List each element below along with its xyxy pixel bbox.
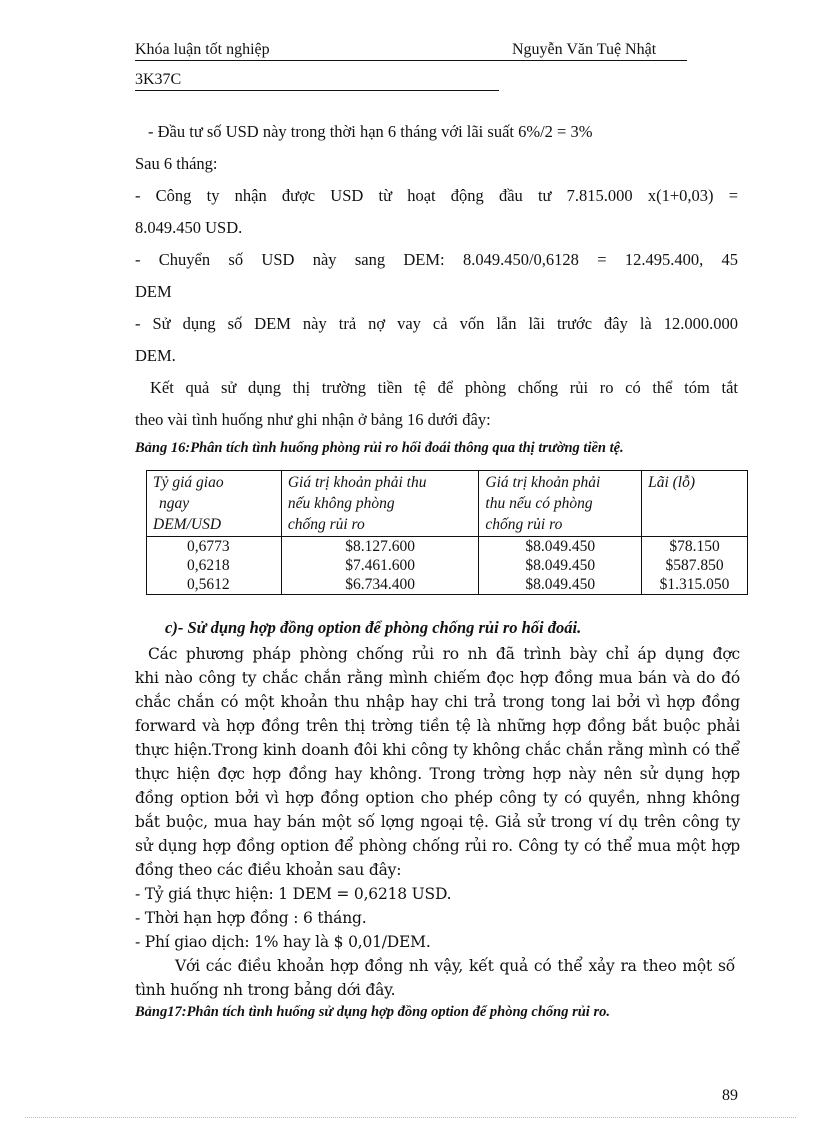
table16-header-rate: Tỷ giá giao ngay DEM/USD <box>147 471 282 537</box>
para-after-6-months: Sau 6 tháng: <box>135 154 218 173</box>
table16-header-gain-loss: Lãi (lỗ) <box>642 471 748 537</box>
section-c-line: Các phương pháp phòng chống rủi ro nh đã trình bày chỉ áp dụng đợc <box>148 645 740 663</box>
section-c-line: khi nào công ty chắc chắn rằng mình chiếm đọc hợp đồng mua bán và do đó <box>135 669 740 687</box>
table16-header-unhedged: Giá trị khoản phải thu nếu không phòng chống rủi ro <box>281 471 479 537</box>
section-c-line: chắc chắn có một khoản thu nhập hay chi trả trong tong lai bởi vì hợp đồng <box>135 693 740 711</box>
option-term-fee: - Phí giao dịch: 1% hay là $ 0,01/DEM. <box>135 933 431 951</box>
table-row <box>147 556 748 575</box>
header-author: Nguyễn Văn Tuệ Nhật <box>512 41 657 58</box>
table-cell: $587.850 <box>642 556 748 575</box>
page-number: 89 <box>722 1087 738 1104</box>
option-term-strike-rate: - Tỷ giá thực hiện: 1 DEM = 0,6218 USD. <box>135 885 452 903</box>
table-cell: $6.734.400 <box>281 575 479 595</box>
para-repay-line2: DEM. <box>135 346 176 365</box>
section-c-line: tình huống nh trong bảng dới đây. <box>135 981 396 999</box>
table-cell: $8.049.450 <box>479 537 642 557</box>
table-cell: $7.461.600 <box>281 556 479 575</box>
table16-header-row <box>147 471 748 537</box>
para-convert-dem-line1: - Chuyển số USD này sang DEM: 8.049.450/0,6128 = 12.495.400, 45 <box>135 250 738 269</box>
section-c-line: bắt buộc, mua hay bán một số lợng ngoại tệ. Giả sử trong ví dụ trên công ty <box>135 813 740 831</box>
para-summary-line1: Kết quả sử dụng thị trường tiền tệ để phòng chống rủi ro có thể tóm tắt <box>150 378 738 397</box>
section-c-line: đồng option bởi vì hợp đồng option cho phép công ty có quyền, nhng không <box>135 789 740 807</box>
section-c-line: thực hiện.Trong kinh doanh đôi khi công ty không chắc chắn rằng mình có thể <box>135 741 740 759</box>
header-underline <box>135 60 687 61</box>
section-c-line: sử dụng hợp đồng option để phòng chống rủi ro. Công ty có thể mua một hợp <box>135 837 740 855</box>
page-bottom-divider <box>25 1117 796 1118</box>
header-left-title: Khóa luận tốt nghiệp <box>135 41 270 58</box>
class-underline <box>135 90 499 91</box>
section-c-line: Với các điều khoản hợp đồng nh vậy, kết quả có thể xảy ra theo một số <box>175 957 735 975</box>
section-c-line: thực hiện đợc hợp đồng hay không. Trong trờng hợp này nên sử dụng hợp <box>135 765 740 783</box>
option-term-duration: - Thời hạn hợp đồng : 6 tháng. <box>135 909 367 927</box>
table16 <box>146 470 748 595</box>
header-class-code: 3K37C <box>135 71 182 88</box>
table-cell: $1.315.050 <box>642 575 748 595</box>
section-c-line: đồng theo các điều khoản sau đây: <box>135 861 402 879</box>
section-c-line: forward và hợp đồng trên thị trờng tiền tệ là những hợp đồng bắt buộc phải <box>135 717 740 735</box>
para-summary-line2: theo vài tình huống như ghi nhận ở bảng 16 dưới đây: <box>135 410 491 429</box>
table-cell: $8.049.450 <box>479 556 642 575</box>
para-repay-line1: - Sử dụng số DEM này trả nợ vay cả vốn lẫn lãi trước đây là 12.000.000 <box>135 314 738 333</box>
table16-caption: Bảng 16:Phân tích tình huống phòng rủi ro hối đoái thông qua thị trường tiền tệ. <box>135 440 624 456</box>
table17-caption: Bảng17:Phân tích tình huống sử dụng hợp đồng option để phòng chống rủi ro. <box>135 1004 610 1020</box>
table-cell: $8.049.450 <box>479 575 642 595</box>
table-cell: $78.150 <box>642 537 748 557</box>
table-row <box>147 575 748 595</box>
table-row <box>147 537 748 557</box>
table-cell: 0,6218 <box>147 556 282 575</box>
table-cell: 0,5612 <box>147 575 282 595</box>
para-receive-usd-line2: 8.049.450 USD. <box>135 218 243 237</box>
section-c-heading: c)- Sử dụng hợp đồng option để phòng chống rủi ro hối đoái. <box>165 618 582 637</box>
table16-header-hedged: Giá trị khoản phải thu nếu có phòng chống rủi ro <box>479 471 642 537</box>
para-convert-dem-line2: DEM <box>135 282 172 301</box>
para-invest-usd: - Đầu tư số USD này trong thời hạn 6 tháng với lãi suất 6%/2 = 3% <box>148 122 593 141</box>
para-receive-usd-line1: - Công ty nhận được USD từ hoạt động đầu tư 7.815.000 x(1+0,03) = <box>135 186 738 205</box>
table-cell: $8.127.600 <box>281 537 479 557</box>
table-cell: 0,6773 <box>147 537 282 557</box>
